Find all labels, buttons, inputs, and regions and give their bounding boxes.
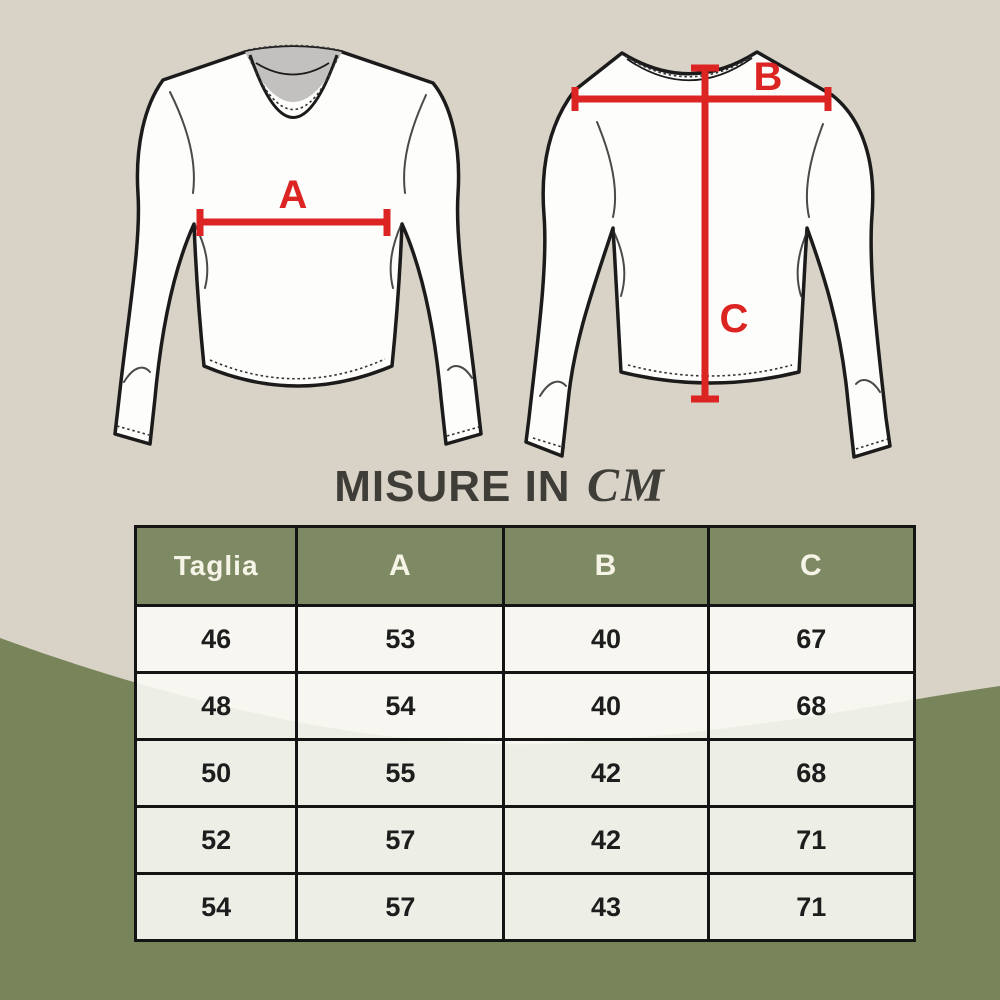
cell-size: 46 bbox=[136, 606, 297, 673]
cell-c: 68 bbox=[708, 740, 914, 807]
cell-a: 57 bbox=[297, 874, 504, 941]
back-sweater-illustration bbox=[500, 10, 920, 460]
title-text: MISURE IN bbox=[334, 462, 571, 511]
cell-a: 57 bbox=[297, 807, 504, 874]
cell-c: 68 bbox=[708, 673, 914, 740]
cell-size: 54 bbox=[136, 874, 297, 941]
cell-b: 42 bbox=[504, 740, 708, 807]
page-title bbox=[0, 458, 1000, 513]
cell-size: 48 bbox=[136, 673, 297, 740]
size-table bbox=[134, 525, 916, 942]
table-row bbox=[136, 874, 915, 941]
cell-b: 40 bbox=[504, 606, 708, 673]
cell-a: 54 bbox=[297, 673, 504, 740]
header-cell-a: A bbox=[297, 527, 504, 606]
measure-a-label: A bbox=[278, 173, 308, 217]
title-unit-text: CM bbox=[587, 459, 666, 512]
size-table-header-row bbox=[136, 527, 915, 606]
header-cell-c: C bbox=[708, 527, 914, 606]
cell-c: 71 bbox=[708, 874, 914, 941]
header-cell-b: B bbox=[504, 527, 708, 606]
table-row bbox=[136, 740, 915, 807]
header-cell-taglia: Taglia bbox=[136, 527, 297, 606]
cell-b: 40 bbox=[504, 673, 708, 740]
cell-b: 43 bbox=[504, 874, 708, 941]
cell-a: 53 bbox=[297, 606, 504, 673]
front-sweater-illustration bbox=[100, 10, 500, 460]
cell-size: 52 bbox=[136, 807, 297, 874]
front-sweater-outline bbox=[115, 47, 481, 444]
cell-b: 42 bbox=[504, 807, 708, 874]
table-row bbox=[136, 673, 915, 740]
cell-a: 55 bbox=[297, 740, 504, 807]
cell-c: 67 bbox=[708, 606, 914, 673]
cell-c: 71 bbox=[708, 807, 914, 874]
measure-c-label: C bbox=[719, 297, 749, 341]
measure-b-label: B bbox=[753, 55, 783, 99]
table-row bbox=[136, 606, 915, 673]
cell-size: 50 bbox=[136, 740, 297, 807]
table-row bbox=[136, 807, 915, 874]
